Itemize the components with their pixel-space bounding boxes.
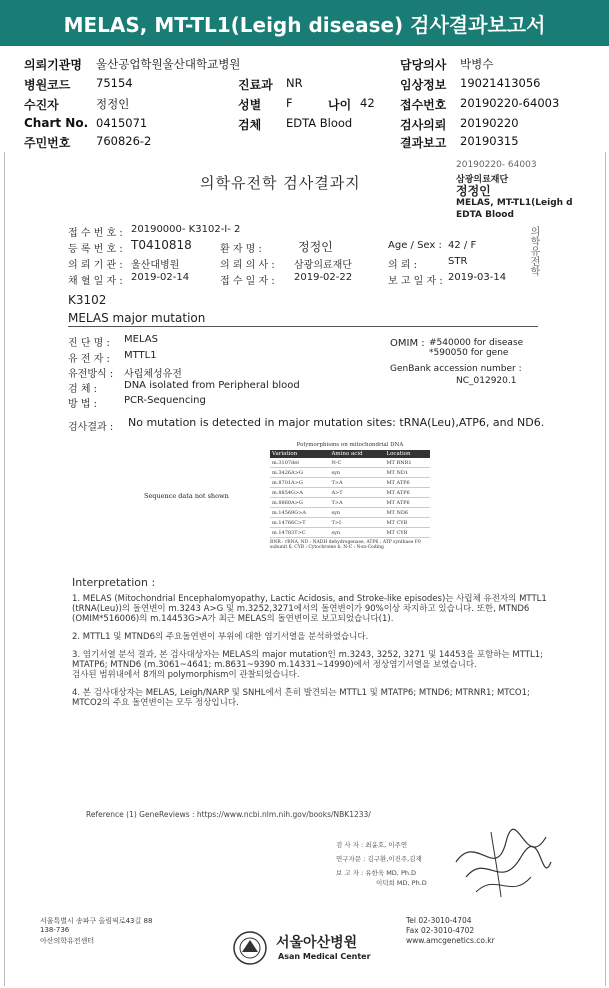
doctor-label: 담당의사 [400,58,447,72]
address-3: 아산의학유전센터 [40,937,95,945]
specimen-label: 검체 [238,118,262,132]
chart-label: Chart No. [24,116,89,130]
req-inst-label: 의 뢰 기 관 : [68,260,123,271]
result-label: 검사결과 : [68,422,114,433]
age-sex: 42 / F [448,240,477,251]
patient-name-label: 환 자 명 : [220,244,262,255]
doc-label: 의 뢰 : [388,260,418,271]
poly-cell: m.14766C>T [270,518,329,528]
omim-label: OMIM : [390,338,425,349]
poly-cell: MT ND1 [384,468,430,478]
interp-item-4: 4. 본 검사대상자는 MELAS, Leigh/NARP 및 SNHL에서 흔히 발견되는 MTTL1 및 MTATP6; MTND6; MTRNR1; MTCO1; MTCO2의 주요 돌연변이는 모두 정상입니다. [72,688,530,708]
poly-cell: MT CYB [384,518,430,528]
reference: Reference (1) GeneReviews : https://www.ncbi.nlm.nih.gov/books/NBK1233/ [86,810,371,819]
poly-cell: T>A [329,478,384,488]
fax: Fax 02-3010-4702 [406,926,475,935]
receipt-no-label: 접 수 번 호 : [68,228,123,239]
poly-cell: m.14783T>C [270,528,329,538]
receipt-no: 20190000- K3102-I- 2 [131,224,241,235]
clinical-value: 19021413056 [460,76,541,90]
poly-cell: syn [329,508,384,518]
specimen-label-paper: 검 체 : [68,384,98,395]
signer-3: 보 고 자 : 유한욱 MD, Ph.D [336,869,417,877]
signature-image [446,822,556,902]
genbank-label: GenBank accession number : [390,364,522,374]
top-right-test: MELAS, MT-TL1(Leigh d [456,198,573,208]
request-value: 20190220 [460,116,519,130]
test-name: MELAS major mutation [68,311,206,325]
collector-label: 수진자 [24,98,59,112]
specimen-value: EDTA Blood [286,116,353,130]
poly-cell: MT ND6 [384,508,430,518]
poly-cell: m.8860A>G [270,498,329,508]
top-right-partial: 20190220- 64003 [456,160,537,170]
signer-1: 검 사 자 : 최윤호, 이주연 [336,841,408,849]
result-text: No mutation is detected in major mutation sites: tRNA(Leu),ATP6, and ND6. [128,416,545,429]
poly-header: Variation [270,450,329,458]
hospital-logo-icon [232,930,268,966]
side-label: 의학유전학 [528,226,539,276]
polymorphism-table [270,442,430,550]
resident-value: 760826-2 [96,134,152,148]
omim-disease: #540000 for disease [429,338,524,348]
poly-cell: syn [329,528,384,538]
top-right-name: 정정인 [456,184,491,198]
table-row [270,468,430,478]
code-value: 75154 [96,76,133,90]
top-right-org: 삼광의료재단 [456,175,509,185]
hospital-name-en: Asan Medical Center [278,952,371,961]
sex-label: 성별 [238,98,262,112]
poly-cell: MT ATP6 [384,478,430,488]
req-org-label: 의 뢰 의 사 : [220,260,275,271]
poly-cell: T>A [329,498,384,508]
report-date-label-paper: 보 고 일 자 : [388,276,443,287]
sample-date: 2019-02-14 [131,272,190,283]
test-code: K3102 [68,293,107,307]
patient-name: 정정인 [298,240,333,254]
divider [68,326,538,327]
report-date-paper: 2019-03-14 [448,272,507,283]
collector-value: 정정인 [96,97,130,111]
poly-title: Polymorphisms on mitochondrial DNA [296,442,404,448]
chart-value: 0415071 [96,116,148,130]
code-label: 병원코드 [24,78,71,92]
dept-label: 진료과 [238,78,273,92]
sex-value: F [286,96,293,110]
institution-label: 의뢰기관명 [24,58,82,72]
omim-gene: *590050 for gene [429,348,509,358]
interp-item-2: 2. MTTL1 및 MTND6의 주요돌연변이 부위에 대한 염기서열을 분석하였습니다. [72,632,369,642]
diag: MELAS [124,334,158,345]
poly-cell: T>I [329,518,384,528]
req-inst: 울산대병원 [131,260,180,271]
poly-cell: A>T [329,488,384,498]
poly-cell: m.3107del [270,458,329,468]
address-1: 서울특별시 송파구 올림픽로43길 88 [40,917,153,925]
interp-item-1: 1. MELAS (Mitochondrial Encephalomyopathy, Lactic Acidosis, and Stroke-like episodes)는 사립체 유전자의 MTTL1 (tRNA(Leu))의 돌연변이 m.3243 A>G 및 m.3252,3271에서의 돌연변이가 90%이상 차지하고 있습니다. 또한, MTND6 (OMIM*516006)의 m.14453G>A가 최근 MELAS의 돌연변이로 보고되었습니다(1). [72,594,547,624]
poly-cell: N-C [329,458,384,468]
resident-label: 주민번호 [24,136,71,150]
institution-value: 울산공업학원울산대학교병원 [96,57,241,71]
age-sex-label: Age / Sex : [388,240,442,251]
receipt-label: 접수번호 [400,98,447,112]
reg-no: T0410818 [131,238,192,252]
report-date-label: 결과보고 [400,136,447,150]
gene-label: 유 전 자 : [68,354,110,365]
top-right-specimen: EDTA Blood [456,210,514,220]
poly-header: Amino acid [329,450,384,458]
poly-cell: syn [329,468,384,478]
poly-cell: m.8701A>G [270,478,329,488]
poly-header: Location [384,450,430,458]
specimen-paper: DNA isolated from Peripheral blood [124,380,300,391]
hospital-name-kr: 서울아산병원 [276,935,358,951]
poly-cell: MT ATP6 [384,498,430,508]
table-row [270,458,430,468]
website: www.amcgenetics.co.kr [406,936,495,945]
req-org: 삼광의료재단 [294,260,352,271]
request-label: 검사의뢰 [400,118,447,132]
table-row [270,478,430,488]
address-2: 138-736 [40,926,70,934]
signer-4: 이덕희 MD, Ph.D [376,879,427,887]
reg-no-label: 등 록 번 호 : [68,244,123,255]
table-row [270,508,430,518]
genbank-value: NC_012920.1 [456,376,517,386]
poly-cell: MT RNR1 [384,458,430,468]
method: PCR-Sequencing [124,395,206,406]
table-row [270,498,430,508]
signer-2: 연구자문 : 김구환,이진주,김재 [336,855,422,863]
age-label: 나이 [328,98,352,112]
age-value: 42 [360,96,375,110]
receipt-date-label: 접 수 일 자 : [220,276,275,287]
table-row [270,528,430,538]
interpretation [72,594,552,716]
receipt-date: 2019-02-22 [294,272,353,283]
interp-item-3: 3. 염기서열 분석 결과, 본 검사대상자는 MELAS의 major mutation인 m.3243, 3252, 3271 및 14453을 포함하는 MTTL1; MTATP6; MTND6 (m.3061~4641; m.8631~9390 m.14331~14990)에서 정상염기서열을 보였습니다. [72,650,543,670]
poly-cell: MT CYB [384,528,430,538]
poly-cell: m.3426A>G [270,468,329,478]
report-title: MELAS, MT-TL1(Leigh disease) 검사결과보고서 [0,0,609,46]
receipt-value: 20190220-64003 [460,96,560,110]
inherit-label: 유전방식 : [68,369,114,380]
doctor-value: 박병수 [460,57,494,71]
doc-value: STR [448,256,468,267]
interp-item-3b: 검사된 범위내에서 8개의 polymorphism이 관찰되었습니다. [72,670,300,680]
sample-date-label: 채 혈 일 자 : [68,276,123,287]
scanned-report [36,160,584,980]
poly-cell: m.8854G>A [270,488,329,498]
table-row [270,518,430,528]
clinical-label: 임상정보 [400,78,447,92]
poly-cell: MT ATP6 [384,488,430,498]
gene: MTTL1 [124,350,157,361]
method-label: 방 법 : [68,399,98,410]
report-header [0,52,609,152]
dept-value: NR [286,76,303,90]
poly-cell: m.14569G>A [270,508,329,518]
interp-title: Interpretation : [72,576,156,589]
tel: Tel 02-3010-4704 [406,916,472,925]
sequence-note: Sequence data not shown [144,492,229,500]
poly-note: RNR : rRNA, ND : NADH dehydrogenase, ATP6 : ATP synthase F0 subunit 6, CYB : Cytochrome b, N-C : Non-Coding [270,540,421,550]
table-row [270,488,430,498]
report-date-value: 20190315 [460,134,519,148]
inherit: 사립체성유전 [124,369,182,380]
doc-title: 의학유전학 검사결과지 [200,174,361,192]
diag-label: 진 단 명 : [68,338,110,349]
